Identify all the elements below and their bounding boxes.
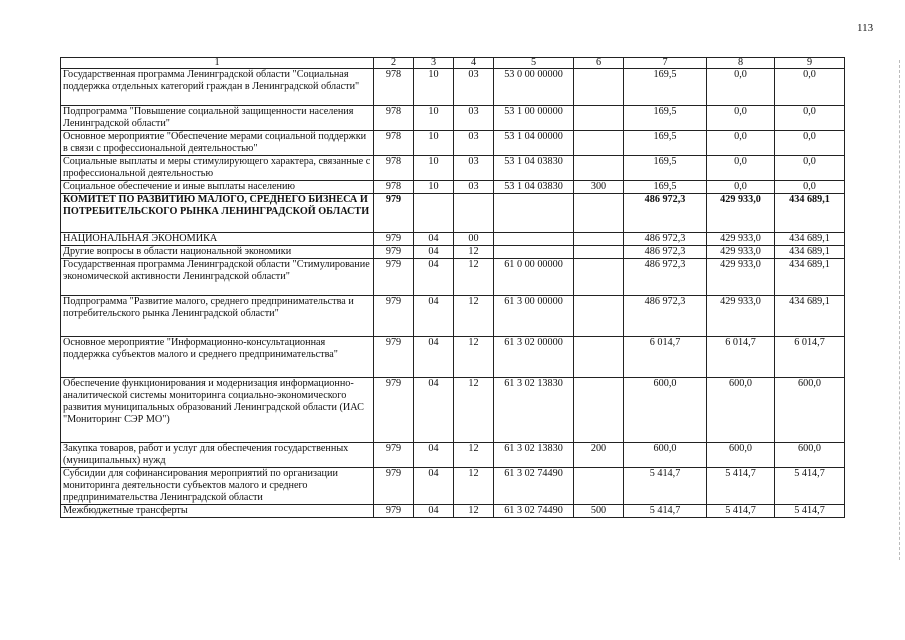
amount-year-1: 486 972,3: [624, 194, 707, 233]
row-name: Обеспечение функционирования и модернизация информационно-аналитической системы мониторинга социально-экономического развития муниципальных образований Ленинградской области (ИАС "Мониторинг СЭР МО"): [61, 378, 374, 443]
amount-year-3: 600,0: [775, 378, 845, 443]
subsection-code: 12: [454, 337, 494, 378]
expense-type-code: [574, 69, 624, 106]
subsection-code: 12: [454, 443, 494, 468]
expense-type-code: [574, 337, 624, 378]
adm-code: 978: [374, 131, 414, 156]
header-cell: 4: [454, 58, 494, 69]
target-article-code: 53 1 04 03830: [494, 156, 574, 181]
section-code: 04: [414, 505, 454, 518]
amount-year-2: 0,0: [707, 156, 775, 181]
adm-code: 979: [374, 233, 414, 246]
adm-code: 979: [374, 296, 414, 337]
amount-year-3: 0,0: [775, 131, 845, 156]
section-code: 04: [414, 246, 454, 259]
section-code: [414, 194, 454, 233]
target-article-code: 61 3 02 74490: [494, 468, 574, 505]
section-code: 10: [414, 156, 454, 181]
table-row: [61, 181, 845, 194]
row-name: Другие вопросы в области национальной экономики: [61, 246, 374, 259]
row-name: Социальные выплаты и меры стимулирующего характера, связанные с профессиональной деятельностью: [61, 156, 374, 181]
target-article-code: 53 1 00 00000: [494, 106, 574, 131]
expense-type-code: [574, 296, 624, 337]
expense-type-code: [574, 194, 624, 233]
table-row: [61, 156, 845, 181]
table-row: [61, 378, 845, 443]
amount-year-1: 600,0: [624, 378, 707, 443]
subsection-code: 12: [454, 246, 494, 259]
amount-year-1: 169,5: [624, 106, 707, 131]
target-article-code: 53 1 04 03830: [494, 181, 574, 194]
amount-year-2: 429 933,0: [707, 233, 775, 246]
amount-year-1: 169,5: [624, 69, 707, 106]
amount-year-1: 169,5: [624, 131, 707, 156]
subsection-code: 03: [454, 181, 494, 194]
amount-year-3: 434 689,1: [775, 246, 845, 259]
row-name: Основное мероприятие "Обеспечение мерами социальной поддержки в связи с профессиональной деятельностью": [61, 131, 374, 156]
section-code: 04: [414, 233, 454, 246]
subsection-code: 12: [454, 296, 494, 337]
adm-code: 978: [374, 156, 414, 181]
target-article-code: 61 3 00 00000: [494, 296, 574, 337]
amount-year-1: 5 414,7: [624, 505, 707, 518]
table-row: [61, 106, 845, 131]
adm-code: 978: [374, 181, 414, 194]
amount-year-3: 434 689,1: [775, 296, 845, 337]
target-article-code: 53 0 00 00000: [494, 69, 574, 106]
row-name: Государственная программа Ленинградской области "Стимулирование экономической активности Ленинградской области": [61, 259, 374, 296]
subsection-code: 00: [454, 233, 494, 246]
adm-code: 979: [374, 378, 414, 443]
page-number: 113: [857, 22, 874, 34]
target-article-code: 53 1 04 00000: [494, 131, 574, 156]
subsection-code: 03: [454, 69, 494, 106]
row-name: Подпрограмма "Повышение социальной защищенности населения Ленинградской области": [61, 106, 374, 131]
adm-code: 979: [374, 194, 414, 233]
target-article-code: [494, 233, 574, 246]
expense-type-code: [574, 259, 624, 296]
target-article-code: 61 0 00 00000: [494, 259, 574, 296]
expense-type-code: 300: [574, 181, 624, 194]
section-code: 10: [414, 181, 454, 194]
subsection-code: 03: [454, 156, 494, 181]
amount-year-3: 0,0: [775, 181, 845, 194]
amount-year-3: 434 689,1: [775, 259, 845, 296]
row-name: Основное мероприятие "Информационно-консультационная поддержка субъектов малого и среднего предпринимательства": [61, 337, 374, 378]
amount-year-2: 429 933,0: [707, 296, 775, 337]
amount-year-3: 0,0: [775, 106, 845, 131]
row-name: НАЦИОНАЛЬНАЯ ЭКОНОМИКА: [61, 233, 374, 246]
section-code: 10: [414, 106, 454, 131]
amount-year-2: 429 933,0: [707, 194, 775, 233]
expense-type-code: [574, 246, 624, 259]
amount-year-3: 434 689,1: [775, 233, 845, 246]
header-cell: 1: [61, 58, 374, 69]
header-cell: 6: [574, 58, 624, 69]
amount-year-3: 600,0: [775, 443, 845, 468]
table-row: [61, 233, 845, 246]
adm-code: 979: [374, 468, 414, 505]
row-name: Межбюджетные трансферты: [61, 505, 374, 518]
amount-year-2: 6 014,7: [707, 337, 775, 378]
scan-edge-marks: [899, 60, 903, 560]
amount-year-2: 0,0: [707, 106, 775, 131]
header-row: [61, 58, 845, 69]
section-code: 10: [414, 69, 454, 106]
row-name: Социальное обеспечение и иные выплаты населению: [61, 181, 374, 194]
table-row: [61, 337, 845, 378]
row-name: КОМИТЕТ ПО РАЗВИТИЮ МАЛОГО, СРЕДНЕГО БИЗНЕСА И ПОТРЕБИТЕЛЬСКОГО РЫНКА ЛЕНИНГРАДСКОЙ ОБЛАСТИ: [61, 194, 374, 233]
expense-type-code: [574, 378, 624, 443]
amount-year-2: 429 933,0: [707, 259, 775, 296]
expense-type-code: [574, 468, 624, 505]
header-cell: 9: [775, 58, 845, 69]
amount-year-2: 5 414,7: [707, 505, 775, 518]
section-code: 04: [414, 443, 454, 468]
table-row: [61, 259, 845, 296]
amount-year-3: 6 014,7: [775, 337, 845, 378]
expense-type-code: 200: [574, 443, 624, 468]
subsection-code: [454, 194, 494, 233]
amount-year-2: 0,0: [707, 131, 775, 156]
section-code: 04: [414, 378, 454, 443]
amount-year-1: 6 014,7: [624, 337, 707, 378]
amount-year-3: 434 689,1: [775, 194, 845, 233]
amount-year-3: 0,0: [775, 69, 845, 106]
header-cell: 3: [414, 58, 454, 69]
adm-code: 978: [374, 106, 414, 131]
table-row: [61, 505, 845, 518]
adm-code: 979: [374, 505, 414, 518]
adm-code: 979: [374, 443, 414, 468]
subsection-code: 12: [454, 505, 494, 518]
amount-year-2: 0,0: [707, 181, 775, 194]
table-row: [61, 296, 845, 337]
adm-code: 979: [374, 246, 414, 259]
subsection-code: 12: [454, 378, 494, 443]
amount-year-3: 5 414,7: [775, 505, 845, 518]
amount-year-2: 0,0: [707, 69, 775, 106]
subsection-code: 03: [454, 131, 494, 156]
row-name: Закупка товаров, работ и услуг для обеспечения государственных (муниципальных) нужд: [61, 443, 374, 468]
target-article-code: 61 3 02 13830: [494, 443, 574, 468]
table-row: [61, 69, 845, 106]
section-code: 04: [414, 337, 454, 378]
amount-year-2: 429 933,0: [707, 246, 775, 259]
section-code: 10: [414, 131, 454, 156]
amount-year-1: 169,5: [624, 156, 707, 181]
header-cell: 5: [494, 58, 574, 69]
target-article-code: 61 3 02 13830: [494, 378, 574, 443]
target-article-code: 61 3 02 00000: [494, 337, 574, 378]
amount-year-2: 600,0: [707, 378, 775, 443]
expense-type-code: [574, 233, 624, 246]
amount-year-2: 5 414,7: [707, 468, 775, 505]
amount-year-1: 600,0: [624, 443, 707, 468]
amount-year-1: 486 972,3: [624, 296, 707, 337]
amount-year-1: 169,5: [624, 181, 707, 194]
header-cell: 8: [707, 58, 775, 69]
amount-year-1: 486 972,3: [624, 246, 707, 259]
target-article-code: [494, 194, 574, 233]
expense-type-code: 500: [574, 505, 624, 518]
table-row: [61, 194, 845, 233]
row-name: Подпрограмма "Развитие малого, среднего предпринимательства и потребительского рынка Ленинградской области": [61, 296, 374, 337]
row-name: Субсидии для софинансирования мероприятий по организации мониторинга деятельности субъектов малого и среднего предпринимательства Ленинградской области: [61, 468, 374, 505]
expense-type-code: [574, 106, 624, 131]
subsection-code: 03: [454, 106, 494, 131]
table-row: [61, 246, 845, 259]
amount-year-1: 5 414,7: [624, 468, 707, 505]
header-cell: 7: [624, 58, 707, 69]
header-cell: 2: [374, 58, 414, 69]
section-code: 04: [414, 296, 454, 337]
table-row: [61, 468, 845, 505]
adm-code: 979: [374, 337, 414, 378]
expense-type-code: [574, 156, 624, 181]
row-name: Государственная программа Ленинградской области "Социальная поддержка отдельных категорий граждан в Ленинградской области": [61, 69, 374, 106]
table-row: [61, 131, 845, 156]
amount-year-3: 0,0: [775, 156, 845, 181]
amount-year-2: 600,0: [707, 443, 775, 468]
section-code: 04: [414, 259, 454, 296]
adm-code: 978: [374, 69, 414, 106]
budget-table: [60, 57, 845, 518]
section-code: 04: [414, 468, 454, 505]
amount-year-1: 486 972,3: [624, 259, 707, 296]
target-article-code: 61 3 02 74490: [494, 505, 574, 518]
subsection-code: 12: [454, 259, 494, 296]
amount-year-3: 5 414,7: [775, 468, 845, 505]
target-article-code: [494, 246, 574, 259]
table-row: [61, 443, 845, 468]
adm-code: 979: [374, 259, 414, 296]
subsection-code: 12: [454, 468, 494, 505]
table-body: [61, 58, 845, 518]
amount-year-1: 486 972,3: [624, 233, 707, 246]
expense-type-code: [574, 131, 624, 156]
